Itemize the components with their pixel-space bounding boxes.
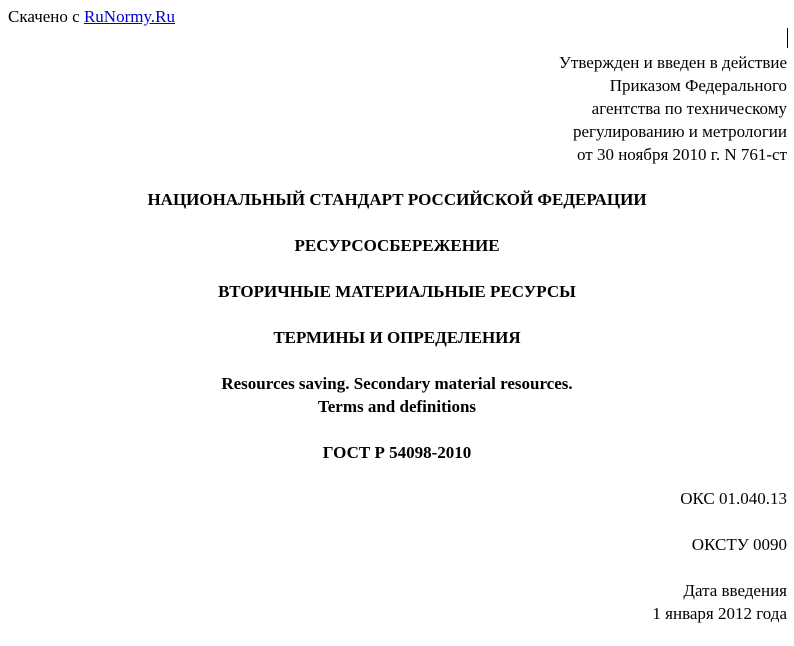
approval-line: от 30 ноября 2010 г. N 761-ст	[577, 145, 787, 164]
subtopic-heading: ВТОРИЧНЫЕ МАТЕРИАЛЬНЫЕ РЕСУРСЫ	[218, 282, 576, 301]
standard-title: НАЦИОНАЛЬНЫЙ СТАНДАРТ РОССИЙСКОЙ ФЕДЕРАЦИИ	[147, 190, 647, 209]
approval-block	[559, 51, 787, 166]
gost-number: ГОСТ Р 54098-2010	[322, 443, 472, 462]
approval-line: агентства по техническому	[591, 99, 787, 118]
section-heading: ТЕРМИНЫ И ОПРЕДЕЛЕНИЯ	[273, 328, 521, 347]
oks-code: ОКС 01.040.13	[680, 489, 787, 508]
english-title-line-2: Terms and definitions	[317, 397, 477, 416]
approval-line: Утвержден и введен в действие	[558, 53, 787, 72]
text-cursor	[787, 28, 788, 48]
download-prefix: Скачено с	[8, 7, 80, 26]
effective-date-value: 1 января 2012 года	[652, 604, 787, 623]
effective-date-label: Дата введения	[683, 581, 787, 600]
approval-line: Приказом Федерального	[609, 76, 787, 95]
approval-line: регулированию и метрологии	[572, 122, 787, 141]
runormy-link[interactable]: RuNormy.Ru	[83, 7, 175, 26]
topic-heading: РЕСУРСОСБЕРЕЖЕНИЕ	[294, 236, 500, 255]
english-title-line-1: Resources saving. Secondary material resources.	[221, 374, 573, 393]
download-source-line	[8, 5, 175, 28]
okstu-code: ОКСТУ 0090	[691, 535, 787, 554]
